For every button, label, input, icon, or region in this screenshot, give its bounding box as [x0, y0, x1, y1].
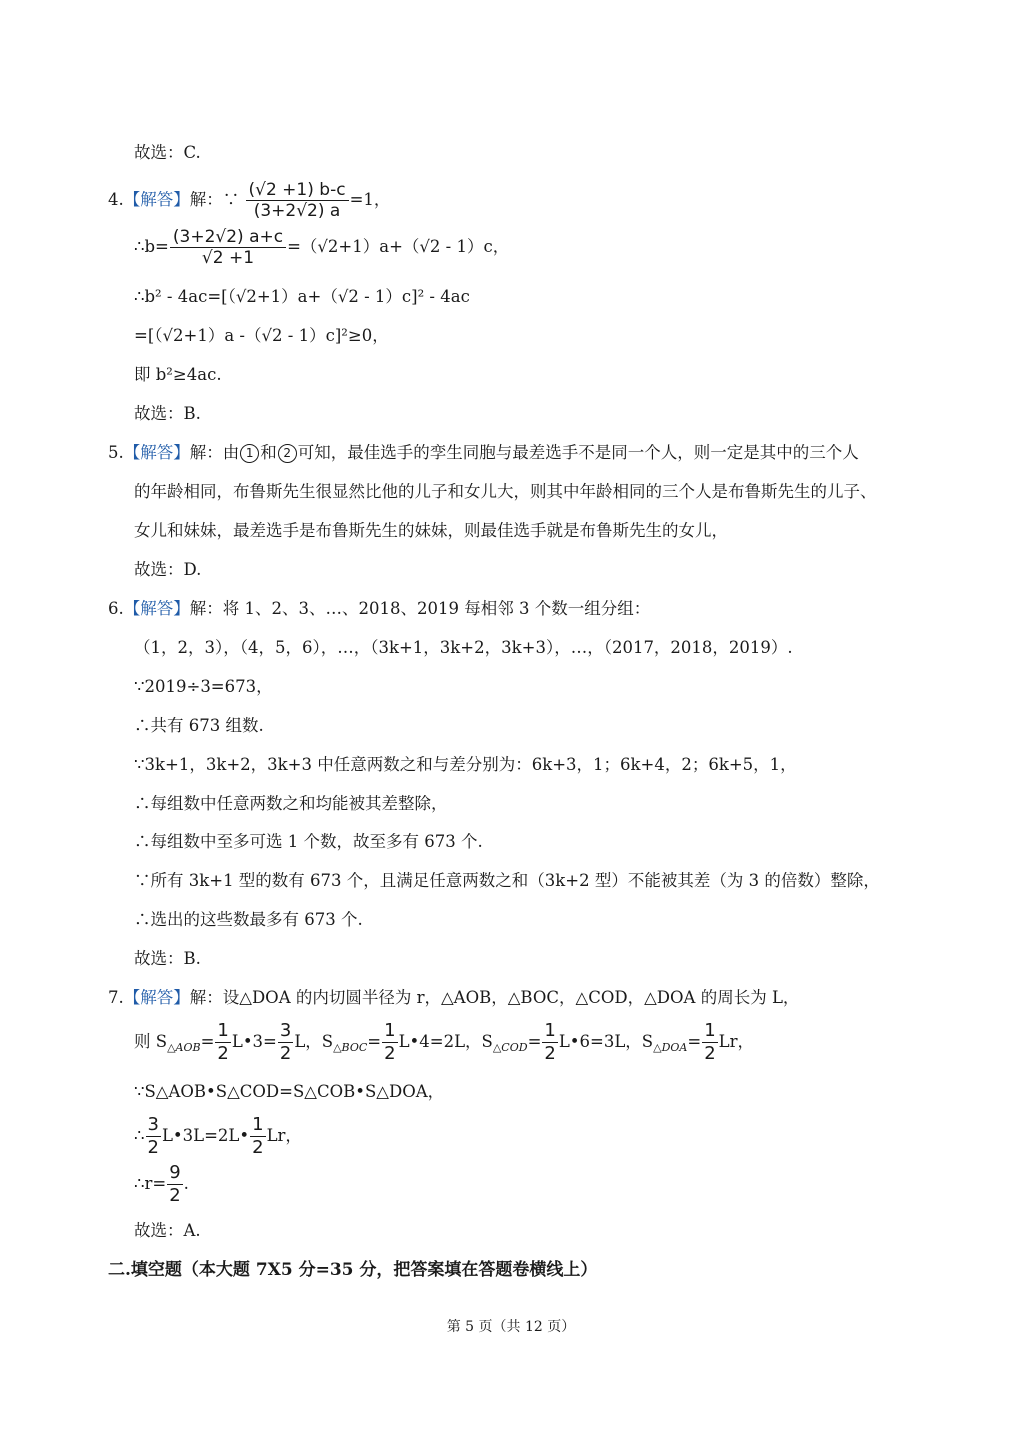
q6-line2: （1，2，3），（4，5，6），…，（3k+1，3k+2，3k+3），…，（2017，2018，2019）.	[134, 638, 793, 657]
q4-line2-post: =（√2+1）a+（√2 - 1）c，	[287, 237, 510, 256]
frac-den: 2	[544, 1043, 556, 1064]
q4-fraction-1	[246, 180, 349, 221]
q4-line1	[108, 180, 390, 221]
frac-num: 1	[217, 1020, 229, 1041]
frac-den: 2	[279, 1043, 292, 1064]
q4-fraction-2	[170, 227, 286, 268]
q7-frac-three-halves	[278, 1020, 293, 1065]
frac-num: 1	[544, 1020, 556, 1041]
q7-sub-cod: △COD	[492, 1041, 528, 1054]
frac-num: 1	[252, 1114, 264, 1135]
q6-line1	[108, 597, 650, 621]
q7-period: .	[183, 1174, 189, 1193]
q7-line1-text: 解：设△DOA 的内切圆半径为 r，△AOB，△BOC，△COD，△DOA 的周长为 L，	[189, 988, 800, 1007]
q7-text-a2: L，S	[294, 1032, 334, 1051]
q4-number: 4.	[108, 190, 124, 209]
q6-line4: ∴共有 673 组数.	[134, 716, 264, 735]
q7-eq: =	[367, 1032, 382, 1051]
q7-text-c: L•6=3L，S	[558, 1032, 654, 1051]
frac-num: 9	[169, 1162, 181, 1183]
q5-answer-tag: 【解答】	[123, 443, 190, 462]
frac-num: 1	[384, 1020, 396, 1041]
frac-den: 2	[147, 1137, 159, 1158]
q7-frac-half-1	[215, 1020, 230, 1065]
q7-text-d: Lr，	[718, 1032, 755, 1051]
q7-text-a1: L•3=	[231, 1032, 277, 1051]
q6-line7: ∴每组数中至多可选 1 个数，故至多有 673 个.	[134, 832, 483, 851]
q7-eq: =	[687, 1032, 702, 1051]
frac-den: 2	[252, 1137, 264, 1158]
q6-line1-text: 解：将 1、2、3、…、2018、2019 每相邻 3 个数一组分组：	[189, 599, 651, 618]
q7-frac-nine-halves	[167, 1162, 182, 1207]
q7-number: 7.	[108, 988, 124, 1007]
q7-frac-half-3	[542, 1020, 557, 1065]
q5-and: 和	[260, 443, 277, 462]
q5-lead: 解：由	[189, 443, 240, 462]
frac-den: 2	[169, 1185, 181, 1206]
q4-line2-pre: ∴b=	[134, 237, 169, 256]
q5-line2: 的年龄相同，布鲁斯先生很显然比他的儿子和女儿大，则其中年龄相同的三个人是布鲁斯先生的儿子、	[134, 482, 877, 501]
section-heading: 二.填空题（本大题 7X5 分=35 分，把答案填在答题卷横线上）	[108, 1260, 598, 1280]
circled-two-icon: 2	[278, 444, 297, 463]
q7-frac-half-2	[382, 1020, 397, 1065]
q6-choice: 故选：B.	[134, 949, 201, 968]
q7-eq: =	[527, 1032, 542, 1051]
q7-sub-aob: △AOB	[167, 1041, 201, 1054]
q6-number: 6.	[108, 599, 124, 618]
q7-line5	[134, 1162, 189, 1207]
q7-line3: ∵S△AOB•S△COD=S△COB•S△DOA，	[134, 1082, 445, 1101]
q6-line8: ∵所有 3k+1 型的数有 673 个，且满足任意两数之和（3k+2 型）不能被其差（为 3 的倍数）整除，	[134, 871, 880, 890]
q7-line2	[134, 1020, 754, 1070]
q7-answer-tag: 【解答】	[123, 988, 190, 1007]
q7-sub-boc: △BOC	[333, 1041, 368, 1054]
q5-choice: 故选：D.	[134, 560, 202, 579]
frac-num: 1	[704, 1020, 716, 1041]
q4-fraction-1-numerator: (√2 +1) b-c	[246, 180, 349, 201]
q7-therefore: ∴	[134, 1126, 145, 1145]
frac-num: 3	[147, 1114, 159, 1135]
q7-r-eq: ∴r=	[134, 1174, 167, 1193]
q6-line3: ∵2019÷3=673，	[134, 677, 273, 696]
frac-den: 2	[217, 1043, 229, 1064]
q4-line3: ∴b² - 4ac=[（√2+1）a+（√2 - 1）c]² - 4ac	[134, 287, 470, 306]
q7-frac-three-halves-2	[146, 1114, 161, 1159]
q7-frac-half-4	[702, 1020, 717, 1065]
frac-den: 2	[384, 1043, 396, 1064]
q4-answer-tag: 【解答】	[123, 190, 190, 209]
q5-number: 5.	[108, 443, 124, 462]
q7-line4-post: Lr，	[266, 1126, 302, 1145]
q4-lead: 解：∵	[189, 190, 240, 209]
q4-line5: 即 b²≥4ac.	[134, 365, 222, 384]
q6-line6: ∴每组数中任意两数之和均能被其差整除，	[134, 794, 448, 813]
q4-fraction-2-numerator: (3+2√2) a+c	[170, 227, 286, 248]
q3-choice: 故选：C.	[134, 143, 201, 162]
circled-one-icon: 1	[240, 444, 259, 463]
q7-line4	[134, 1114, 302, 1159]
q4-line2	[134, 227, 509, 268]
page-footer: 第 5 页（共 12 页）	[446, 1319, 576, 1335]
q4-eq1: =1，	[349, 190, 391, 209]
q7-text-b: L•4=2L，S	[398, 1032, 493, 1051]
q7-frac-half-5	[250, 1114, 265, 1159]
frac-num: 3	[279, 1020, 292, 1041]
q4-fraction-2-denominator: √2 +1	[201, 248, 255, 268]
q4-line4: =[（√2+1）a -（√2 - 1）c]²≥0，	[134, 326, 389, 345]
q7-choice: 故选：A.	[134, 1221, 201, 1240]
q7-eq: =	[200, 1032, 215, 1051]
q5-line1	[108, 441, 859, 465]
q4-choice: 故选：B.	[134, 404, 201, 423]
q7-sub-doa: △DOA	[653, 1041, 688, 1054]
q4-fraction-1-denominator: (3+2√2) a	[253, 201, 341, 221]
q7-then-s: 则 S	[134, 1032, 168, 1051]
q5-line1-rest: 可知，最佳选手的孪生同胞与最差选手不是同一个人，则一定是其中的三个人	[297, 443, 859, 462]
q5-line3: 女儿和妹妹，最差选手是布鲁斯先生的妹妹，则最佳选手就是布鲁斯先生的女儿，	[134, 521, 728, 540]
q7-line1	[108, 986, 799, 1010]
q7-line4-mid: L•3L=2L•	[161, 1126, 250, 1145]
q6-answer-tag: 【解答】	[123, 599, 190, 618]
q6-line9: ∴选出的这些数最多有 673 个.	[134, 910, 363, 929]
q6-line5: ∵3k+1，3k+2，3k+3 中任意两数之和与差分别为：6k+3，1；6k+4，2；6k+5，1，	[134, 755, 797, 774]
frac-den: 2	[704, 1043, 716, 1064]
